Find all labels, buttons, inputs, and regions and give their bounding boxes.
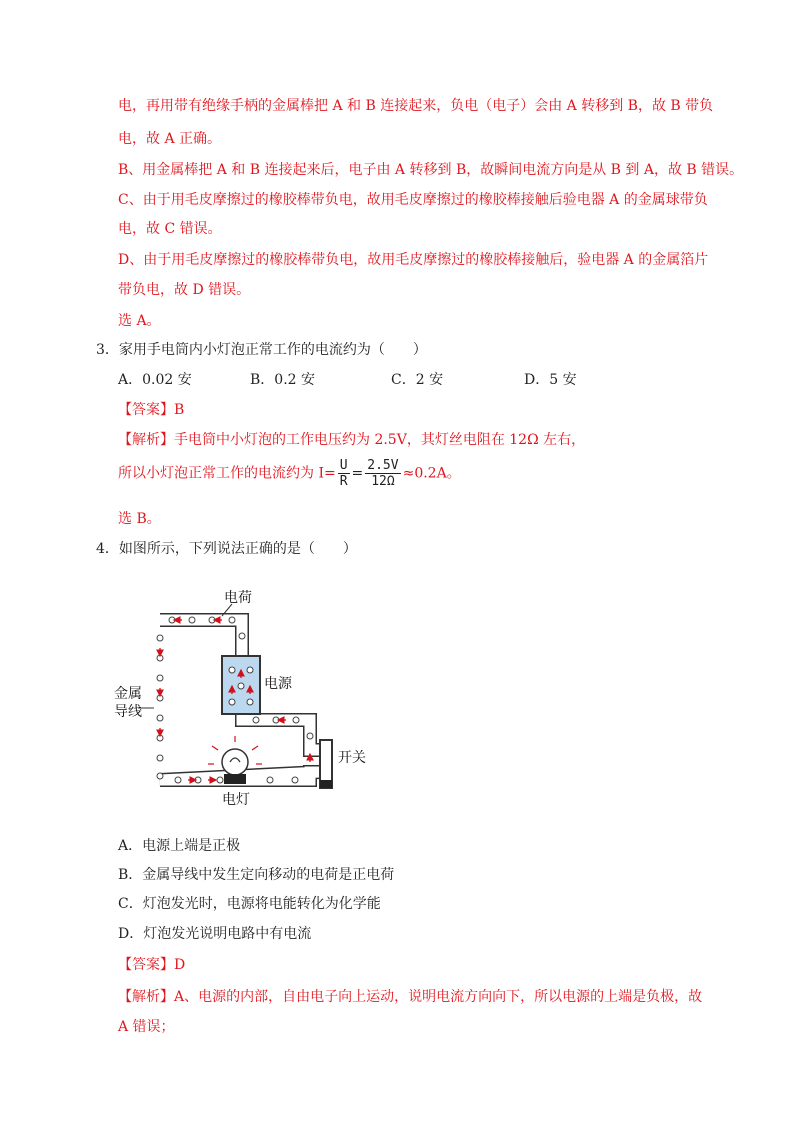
fraction-u-over-r <box>338 458 350 489</box>
q3-option-c: C．2 安 <box>391 372 444 388</box>
q4-option-b: B．金属导线中发生定向移动的电荷是正电荷 <box>118 867 395 883</box>
formula-prefix: 所以小灯泡正常工作的电流约为 I= <box>118 465 336 482</box>
q3-option-b: B．0.2 安 <box>250 372 316 388</box>
fraction-numerator: 2.5V <box>367 458 399 473</box>
q4-option-c: C．灯泡发光时，电源将电能转化为化学能 <box>118 896 381 912</box>
label-metal: 金属 <box>114 686 142 702</box>
analysis-conclusion: 选 A。 <box>118 313 161 329</box>
circuit-figure <box>110 590 370 825</box>
q3-option-d: D．5 安 <box>524 372 577 388</box>
formula-suffix: ≈0.2A。 <box>402 465 461 482</box>
fraction-denominator: 12Ω <box>371 474 395 489</box>
q3-conclusion: 选 B。 <box>118 511 161 527</box>
q4-analysis-line: A 错误； <box>118 1019 175 1035</box>
equals-sign: = <box>351 465 364 482</box>
q4-answer: 【答案】D <box>118 957 186 973</box>
question-3-stem: 3．家用手电筒内小灯泡正常工作的电流约为（ ） <box>96 342 427 358</box>
analysis-line: 电，再用带有绝缘手柄的金属棒把 A 和 B 连接起来，负电（电子）会由 A 转移到 B，故 B 带负 <box>118 98 714 114</box>
q3-answer: 【答案】B <box>118 402 185 418</box>
label-charge: 电荷 <box>224 590 252 606</box>
analysis-line: B、用金属棒把 A 和 B 连接起来后，电子由 A 转移到 B，故瞬间电流方向是从 B 到 A，故 B 错误。 <box>118 162 744 178</box>
analysis-line: 电，故 C 错误。 <box>118 221 222 237</box>
analysis-line: 带负电，故 D 错误。 <box>118 282 251 298</box>
fraction-values <box>365 458 400 489</box>
q3-analysis-line: 【解析】手电筒中小灯泡的工作电压约为 2.5V，其灯丝电阻在 12Ω 左右， <box>118 432 586 448</box>
q3-option-a: A．0.02 安 <box>118 372 192 388</box>
label-lamp: 电灯 <box>222 792 250 808</box>
label-switch: 开关 <box>338 750 366 766</box>
analysis-line: D、由于用毛皮摩擦过的橡胶棒带负电，故用毛皮摩擦过的橡胶棒接触后，验电器 A 的金属箔片 <box>118 252 709 268</box>
fraction-denominator: R <box>339 474 348 489</box>
question-4-stem: 4．如图所示，下列说法正确的是（ ） <box>96 541 357 557</box>
analysis-line: C、由于用毛皮摩擦过的橡胶棒带负电，故用毛皮摩擦过的橡胶棒接触后验电器 A 的金属球带负 <box>118 192 708 208</box>
q4-option-d: D．灯泡发光说明电路中有电流 <box>118 926 312 942</box>
fraction-numerator: U <box>339 458 348 473</box>
label-power-source: 电源 <box>264 676 292 692</box>
analysis-line: 电，故 A 正确。 <box>118 131 222 147</box>
q4-analysis-line: 【解析】A、电源的内部，自由电子向上运动，说明电流方向向下，所以电源的上端是负极，故 <box>118 989 703 1005</box>
q3-formula-line <box>118 458 461 489</box>
label-wire: 导线 <box>114 704 142 720</box>
q4-option-a: A．电源上端是正极 <box>118 838 241 854</box>
